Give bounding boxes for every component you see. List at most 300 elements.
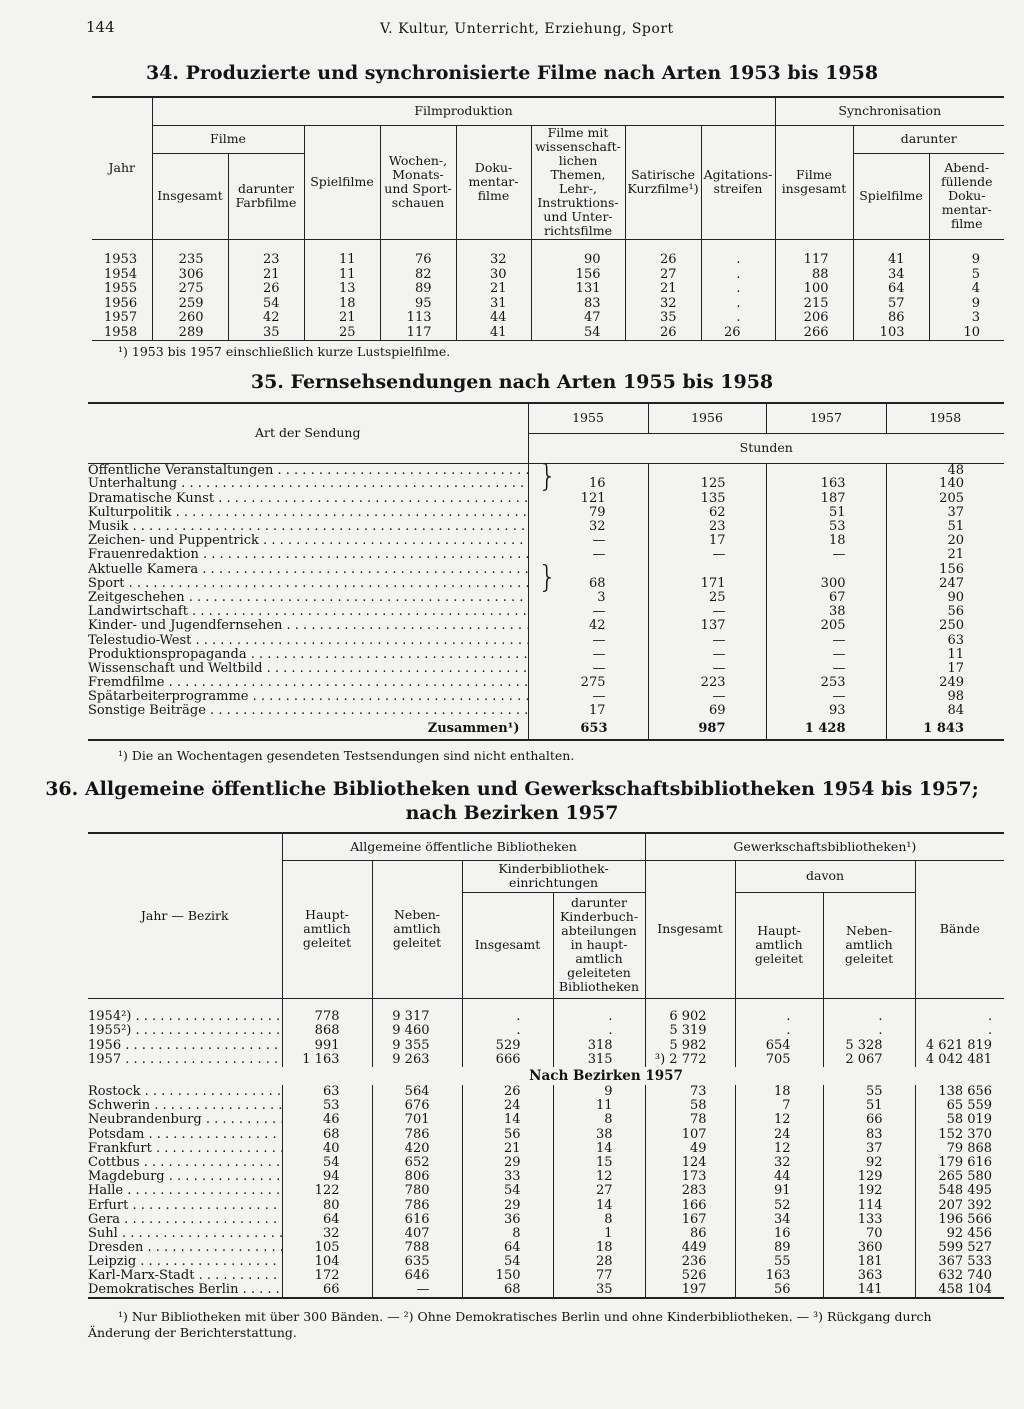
- t36-value-cell: 40: [282, 1142, 372, 1156]
- t36-value-cell: 83: [823, 1127, 915, 1141]
- t36-value-cell: 4 042 481: [915, 1053, 1004, 1067]
- t36-row: [88, 1283, 1004, 1298]
- t34-value-cell: 95: [380, 297, 456, 312]
- t36-value-cell: 56: [462, 1127, 553, 1141]
- t36-value-cell: 49: [645, 1142, 735, 1156]
- t36-value-cell: 8: [462, 1227, 553, 1241]
- t36-value-cell: 32: [735, 1156, 823, 1170]
- t34-h-jahr: Jahr: [92, 97, 152, 239]
- t34-value-cell: 13: [304, 282, 380, 297]
- t35-value-cell: 90: [886, 591, 1004, 605]
- t36-value-cell: 9 460: [372, 1024, 462, 1038]
- t36-value-cell: —: [372, 1283, 462, 1298]
- t34-value-cell: 35: [625, 311, 701, 326]
- t34-value-cell: 57: [853, 297, 929, 312]
- t34-value-cell: 26: [625, 326, 701, 341]
- t34-h-satirische: Satirische Kurzfilme¹): [625, 125, 701, 239]
- t34-value-cell: 44: [456, 311, 531, 326]
- t36-label-cell: Demokratisches Berlin . . .: [88, 1283, 282, 1298]
- t34-value-cell: 9: [929, 253, 1004, 268]
- t35-total-label: Zusammen¹): [427, 721, 520, 737]
- t36-row: [88, 1156, 1004, 1170]
- t34-value-cell: 76: [380, 253, 456, 268]
- t35-value-cell: [766, 463, 886, 477]
- t34-value-cell: 54: [228, 297, 304, 312]
- t34-h-filmproduktion: Filmproduktion: [152, 97, 775, 125]
- t36-label-cell: Magdeburg . . .: [88, 1170, 282, 1184]
- t36-value-cell: 360: [823, 1241, 915, 1255]
- t36-row: [88, 1010, 1004, 1024]
- t35-value-cell: —: [528, 662, 648, 676]
- t35-value-cell: 17: [886, 662, 1004, 676]
- t36-value-cell: 786: [372, 1127, 462, 1141]
- t36-value-cell: 12: [735, 1113, 823, 1127]
- t35-value-cell: 17: [648, 534, 766, 548]
- t36-value-cell: 8: [553, 1212, 645, 1226]
- t34-value-cell: 82: [380, 268, 456, 283]
- t36-value-cell: 150: [462, 1269, 553, 1283]
- t36-value-cell: 806: [372, 1170, 462, 1184]
- t35-label-cell: Kulturpolitik . . .: [88, 506, 528, 520]
- t36-value-cell: 46: [282, 1113, 372, 1127]
- t35-value-cell: 3: [528, 591, 648, 605]
- t36-value-cell: 107: [645, 1127, 735, 1141]
- t35-value-cell: —: [648, 662, 766, 676]
- t36-value-cell: 138 656: [915, 1085, 1004, 1099]
- t36-value-cell: 38: [553, 1127, 645, 1141]
- t36-value-cell: 181: [823, 1255, 915, 1269]
- t34-value-cell: 26: [701, 326, 775, 341]
- t36-value-cell: 868: [282, 1024, 372, 1038]
- t36-value-cell: 548 495: [915, 1184, 1004, 1198]
- t36-value-cell: 173: [645, 1170, 735, 1184]
- t35-h-1955: 1955: [528, 403, 648, 433]
- t36-h-gew: Gewerkschaftsbibliotheken¹): [645, 833, 1004, 860]
- t34-value-cell: 64: [853, 282, 929, 297]
- t35-value-cell: —: [528, 690, 648, 704]
- table36-footnote-line2: Änderung der Berichterstattung.: [88, 1325, 297, 1340]
- t35-value-cell: —: [766, 548, 886, 562]
- t36-value-cell: 14: [462, 1113, 553, 1127]
- t36-h-neben: Neben- amtlich geleitet: [372, 860, 462, 998]
- t36-value-cell: 780: [372, 1184, 462, 1198]
- t36-value-cell: 6 902: [645, 1010, 735, 1024]
- t35-row: [88, 605, 1004, 619]
- t35-value-cell: —: [648, 690, 766, 704]
- t34-h-darunter: darunter: [853, 125, 1004, 153]
- t36-h-allg: Allgemeine öffentliche Bibliotheken: [282, 833, 645, 860]
- t36-value-cell: 9 263: [372, 1053, 462, 1067]
- t34-value-cell: 235: [152, 253, 228, 268]
- t35-total-row: [88, 718, 1004, 740]
- t34-value-cell: 83: [531, 297, 625, 312]
- t34-value-cell: 266: [775, 326, 853, 341]
- t36-value-cell: 58: [645, 1099, 735, 1113]
- t36-value-cell: 192: [823, 1184, 915, 1198]
- t35-value-cell: 17: [528, 704, 648, 718]
- t34-h-spielfilme: Spielfilme: [304, 125, 380, 239]
- t36-h-kinder: Kinderbibliothek- einrichtungen: [462, 860, 645, 892]
- t35-value-cell: 56: [886, 605, 1004, 619]
- t36-row: [88, 1170, 1004, 1184]
- t36-value-cell: 167: [645, 1212, 735, 1226]
- t35-row: [88, 662, 1004, 676]
- t34-value-cell: 54: [531, 326, 625, 341]
- table34: [92, 96, 1004, 341]
- t35-value-cell: —: [648, 633, 766, 647]
- t34-value-cell: 89: [380, 282, 456, 297]
- t36-value-cell: 86: [645, 1227, 735, 1241]
- t36-value-cell: 315: [553, 1053, 645, 1067]
- t34-value-cell: 5: [929, 268, 1004, 283]
- t36-row: [88, 1227, 1004, 1241]
- t36-value-cell: 28: [553, 1255, 645, 1269]
- t35-value-cell: 38: [766, 605, 886, 619]
- t36-value-cell: .: [553, 1024, 645, 1038]
- t36-value-cell: 196 566: [915, 1212, 1004, 1226]
- t35-value-cell: 37: [886, 506, 1004, 520]
- t36-value-cell: 33: [462, 1170, 553, 1184]
- t35-value-cell: 223: [648, 676, 766, 690]
- t36-value-cell: 55: [823, 1085, 915, 1099]
- t34-value-cell: 11: [304, 253, 380, 268]
- t35-value-cell: 68: [528, 577, 648, 591]
- t35-value-cell: 140: [886, 477, 1004, 491]
- t34-value-cell: 88: [775, 268, 853, 283]
- t36-row: [88, 1255, 1004, 1269]
- t36-h-haupt2: Haupt- amtlich geleitet: [735, 892, 823, 998]
- t34-value-cell: 21: [304, 311, 380, 326]
- t36-value-cell: .: [823, 1024, 915, 1038]
- t36-value-cell: 265 580: [915, 1170, 1004, 1184]
- t36-value-cell: 65 559: [915, 1099, 1004, 1113]
- t35-value-cell: 84: [886, 704, 1004, 718]
- t36-label-cell: 1956 . . .: [88, 1038, 282, 1052]
- t35-label-cell: Unterhaltung . . .: [88, 477, 528, 491]
- t35-label-cell: Aktuelle Kamera . . .: [88, 562, 528, 576]
- table35-body: [88, 459, 1004, 740]
- t36-value-cell: 14: [553, 1198, 645, 1212]
- t34-value-cell: 32: [625, 297, 701, 312]
- t36-value-cell: 80: [282, 1198, 372, 1212]
- t36-value-cell: 318: [553, 1038, 645, 1052]
- t34-year-cell: 1955: [104, 281, 138, 297]
- t34-year-cell: 1953: [104, 252, 138, 268]
- t36-value-cell: 94: [282, 1170, 372, 1184]
- t35-h-art: Art der Sendung: [88, 403, 528, 463]
- t36-value-cell: 29: [462, 1156, 553, 1170]
- t34-value-cell: 306: [152, 268, 228, 283]
- t35-value-cell: 51: [766, 506, 886, 520]
- t35-value-cell: 156: [886, 562, 1004, 576]
- t35-value-cell: 93: [766, 704, 886, 718]
- t36-row: [88, 1198, 1004, 1212]
- t35-value-cell: —: [528, 633, 648, 647]
- t35-value-cell: 21: [886, 548, 1004, 562]
- t36-row: [88, 1142, 1004, 1156]
- t36-h-haupt: Haupt- amtlich geleitet: [282, 860, 372, 998]
- t36-row: [88, 1127, 1004, 1141]
- t35-value-cell: 23: [648, 520, 766, 534]
- t35-h-unit: Stunden: [528, 433, 1004, 463]
- t35-label-cell: Telestudio-West . . .: [88, 633, 528, 647]
- t36-value-cell: 52: [735, 1198, 823, 1212]
- t36-row: [88, 1241, 1004, 1255]
- t35-row: [88, 633, 1004, 647]
- t36-value-cell: 5 319: [645, 1024, 735, 1038]
- t36-h-davon: davon: [735, 860, 915, 892]
- t34-value-cell: 21: [456, 282, 531, 297]
- t35-value-cell: —: [648, 548, 766, 562]
- t36-value-cell: 236: [645, 1255, 735, 1269]
- t35-value-cell: 67: [766, 591, 886, 605]
- table36-title-line1: 36. Allgemeine öffentliche Bibliotheken und Gewerkschaftsbibliotheken 1954 bis 1957;: [45, 778, 979, 800]
- table36-year-rows: [88, 1010, 1004, 1067]
- t36-value-cell: .: [735, 1024, 823, 1038]
- t36-label-cell: Leipzig . . .: [88, 1255, 282, 1269]
- t35-row: [88, 647, 1004, 661]
- t34-value-cell: 42: [228, 311, 304, 326]
- t35-row: [88, 534, 1004, 548]
- t35-row: [88, 690, 1004, 704]
- t36-label-cell: Erfurt . . .: [88, 1198, 282, 1212]
- t35-value-cell: [648, 463, 766, 477]
- t35-total-value: 987: [648, 718, 766, 740]
- t35-label-cell: Frauenredaktion . . .: [88, 548, 528, 562]
- t36-row: [88, 1113, 1004, 1127]
- t36-value-cell: 666: [462, 1053, 553, 1067]
- t36-value-cell: .: [553, 1010, 645, 1024]
- t35-value-cell: 187: [766, 491, 886, 505]
- t36-h-jahr: Jahr — Bezirk: [88, 833, 282, 998]
- t34-value-cell: 117: [775, 253, 853, 268]
- t35-total-value: 1 428: [766, 718, 886, 740]
- t34-year-cell: 1958: [92, 326, 152, 341]
- t36-label-cell: Suhl . . .: [88, 1227, 282, 1241]
- t36-value-cell: 44: [735, 1170, 823, 1184]
- t35-value-cell: —: [528, 605, 648, 619]
- t36-value-cell: 9 355: [372, 1038, 462, 1052]
- t36-value-cell: 705: [735, 1053, 823, 1067]
- table36: [88, 832, 1004, 1299]
- t36-subhead: Nach Bezirken 1957: [529, 1067, 683, 1084]
- t35-label-cell: Produktionspropaganda . . .: [88, 647, 528, 661]
- t34-h-dokumentarfilme: Doku- mentar- filme: [456, 125, 531, 239]
- t35-value-cell: —: [766, 647, 886, 661]
- t36-value-cell: 7: [735, 1099, 823, 1113]
- t36-value-cell: 632 740: [915, 1269, 1004, 1283]
- table35-footnote: ¹) Die an Wochentagen gesendeten Testsendungen sind nicht enthalten.: [118, 748, 575, 763]
- t36-label-cell: 1954²) . . .: [88, 1010, 282, 1024]
- t34-value-cell: .: [701, 253, 775, 268]
- t36-value-cell: 91: [735, 1184, 823, 1198]
- t35-label-cell: Kinder- und Jugendfernsehen . . .: [88, 619, 528, 633]
- t35-label-cell: Öffentliche Veranstaltungen . . .: [88, 463, 528, 477]
- t35-value-cell: 79: [528, 506, 648, 520]
- t35-value-cell: 51: [886, 520, 1004, 534]
- t34-h-spielfilme2: Spielfilme: [853, 153, 929, 239]
- t34-h-abend: Abend- füllende Doku- mentar- filme: [929, 153, 1004, 239]
- t35-value-cell: 163: [766, 477, 886, 491]
- t36-row: [88, 1099, 1004, 1113]
- t36-value-cell: 15: [553, 1156, 645, 1170]
- t36-value-cell: .: [915, 1010, 1004, 1024]
- t36-value-cell: 5 982: [645, 1038, 735, 1052]
- t36-value-cell: 529: [462, 1038, 553, 1052]
- t34-value-cell: .: [701, 268, 775, 283]
- t35-value-cell: 32: [528, 520, 648, 534]
- t34-value-cell: 31: [456, 297, 531, 312]
- t34-value-cell: 26: [625, 253, 701, 268]
- t36-value-cell: 37: [823, 1142, 915, 1156]
- t34-value-cell: 113: [380, 311, 456, 326]
- t36-value-cell: 676: [372, 1099, 462, 1113]
- t35-value-cell: 16: [528, 477, 648, 491]
- table35-title: 35. Fernsehsendungen nach Arten 1955 bis 1958: [250, 371, 774, 393]
- t36-value-cell: 70: [823, 1227, 915, 1241]
- t35-value-cell: 11: [886, 647, 1004, 661]
- t35-value-cell: 171: [648, 577, 766, 591]
- t36-value-cell: 367 533: [915, 1255, 1004, 1269]
- t34-value-cell: 21: [625, 282, 701, 297]
- t36-row: [88, 1212, 1004, 1226]
- table34-title: 34. Produzierte und synchronisierte Filme nach Arten 1953 bis 1958: [145, 62, 879, 84]
- t36-value-cell: 407: [372, 1227, 462, 1241]
- t36-value-cell: 129: [823, 1170, 915, 1184]
- t36-label-cell: Neubrandenburg . . .: [88, 1113, 282, 1127]
- t34-value-cell: 86: [853, 311, 929, 326]
- t36-value-cell: 9: [553, 1085, 645, 1099]
- t35-total-value: 653: [528, 718, 648, 740]
- t35-value-cell: 125: [648, 477, 766, 491]
- t35-value-cell: 250: [886, 619, 1004, 633]
- t35-value-cell: 53: [766, 520, 886, 534]
- t36-value-cell: 12: [735, 1142, 823, 1156]
- t36-value-cell: 152 370: [915, 1127, 1004, 1141]
- t34-h-filme-insgesamt: Filme insgesamt: [775, 125, 853, 239]
- t36-value-cell: 1 163: [282, 1053, 372, 1067]
- t35-value-cell: [648, 562, 766, 576]
- t34-h-insgesamt: Insgesamt: [152, 153, 228, 239]
- t35-row: [88, 619, 1004, 633]
- t36-value-cell: 36: [462, 1212, 553, 1226]
- t36-label-cell: Gera . . .: [88, 1212, 282, 1226]
- t36-value-cell: 207 392: [915, 1198, 1004, 1212]
- t36-value-cell: 29: [462, 1198, 553, 1212]
- t36-value-cell: 34: [735, 1212, 823, 1226]
- t36-h-insgesamt: Insgesamt: [462, 892, 553, 998]
- t34-value-cell: 23: [228, 253, 304, 268]
- t34-value-cell: 90: [531, 253, 625, 268]
- brace-icon-1955a: }: [538, 459, 558, 494]
- t36-label-cell: Karl-Marx-Stadt . . .: [88, 1269, 282, 1283]
- t35-value-cell: 137: [648, 619, 766, 633]
- t35-row: [88, 506, 1004, 520]
- t36-value-cell: 449: [645, 1241, 735, 1255]
- t35-label-cell: Zeitgeschehen . . .: [88, 591, 528, 605]
- t36-value-cell: 1: [553, 1227, 645, 1241]
- t35-value-cell: 247: [886, 577, 1004, 591]
- t34-value-cell: 103: [853, 326, 929, 341]
- t35-value-cell: 25: [648, 591, 766, 605]
- t35-value-cell: 62: [648, 506, 766, 520]
- t35-value-cell: 253: [766, 676, 886, 690]
- t34-h-filme: Filme: [152, 125, 304, 153]
- t36-value-cell: 786: [372, 1198, 462, 1212]
- t36-value-cell: 141: [823, 1283, 915, 1298]
- t35-value-cell: 18: [766, 534, 886, 548]
- t36-value-cell: 18: [735, 1085, 823, 1099]
- t36-value-cell: 9 317: [372, 1010, 462, 1024]
- t36-value-cell: 35: [553, 1283, 645, 1298]
- t36-value-cell: .: [915, 1024, 1004, 1038]
- t34-value-cell: 131: [531, 282, 625, 297]
- t34-value-cell: 289: [152, 326, 228, 341]
- t36-value-cell: 53: [282, 1099, 372, 1113]
- t36-row: [88, 1024, 1004, 1038]
- t36-value-cell: 564: [372, 1085, 462, 1099]
- t36-value-cell: 68: [282, 1127, 372, 1141]
- t35-value-cell: 300: [766, 577, 886, 591]
- t36-value-cell: 283: [645, 1184, 735, 1198]
- t34-value-cell: 215: [775, 297, 853, 312]
- t35-label-cell: Landwirtschaft . . .: [88, 605, 528, 619]
- t34-year-cell: 1956: [104, 295, 138, 311]
- t36-value-cell: 2 067: [823, 1053, 915, 1067]
- t34-value-cell: 206: [775, 311, 853, 326]
- t35-label-cell: Musik . . .: [88, 520, 528, 534]
- t36-h-insgesamt2: Insgesamt: [645, 860, 735, 998]
- t36-value-cell: 4 621 819: [915, 1038, 1004, 1052]
- t36-value-cell: 363: [823, 1269, 915, 1283]
- t36-value-cell: 27: [553, 1184, 645, 1198]
- t35-h-1958: 1958: [886, 403, 1004, 433]
- brace-icon-1955b: }: [538, 560, 558, 595]
- t36-value-cell: 54: [462, 1255, 553, 1269]
- t36-value-cell: 652: [372, 1156, 462, 1170]
- t36-label-cell: Dresden . . .: [88, 1241, 282, 1255]
- t34-value-cell: 32: [456, 253, 531, 268]
- t35-label-cell: Sonstige Beiträge . . .: [88, 704, 528, 718]
- t36-value-cell: 778: [282, 1010, 372, 1024]
- t36-value-cell: 12: [553, 1170, 645, 1184]
- t35-value-cell: 135: [648, 491, 766, 505]
- t35-value-cell: —: [648, 647, 766, 661]
- t36-value-cell: 654: [735, 1038, 823, 1052]
- t36-value-cell: 11: [553, 1099, 645, 1113]
- t36-value-cell: 179 616: [915, 1156, 1004, 1170]
- t36-value-cell: 635: [372, 1255, 462, 1269]
- t36-value-cell: 8: [553, 1113, 645, 1127]
- t36-value-cell: 58 019: [915, 1113, 1004, 1127]
- t34-row: [92, 282, 1004, 297]
- t36-value-cell: 646: [372, 1269, 462, 1283]
- t34-value-cell: 117: [380, 326, 456, 341]
- t36-value-cell: 197: [645, 1283, 735, 1298]
- t36-value-cell: 458 104: [915, 1283, 1004, 1298]
- t36-value-cell: 26: [462, 1085, 553, 1099]
- page-number: 144: [86, 18, 115, 36]
- t36-value-cell: 616: [372, 1212, 462, 1226]
- t35-value-cell: 205: [766, 619, 886, 633]
- t36-value-cell: 104: [282, 1255, 372, 1269]
- t36-value-cell: 21: [462, 1142, 553, 1156]
- t34-value-cell: 41: [456, 326, 531, 341]
- t34-h-synchronisation: Synchronisation: [775, 97, 1004, 125]
- t34-year-cell: 1957: [104, 310, 138, 326]
- t34-h-wochenschauen: Wochen-, Monats- und Sport- schauen: [380, 125, 456, 239]
- t34-value-cell: 11: [304, 268, 380, 283]
